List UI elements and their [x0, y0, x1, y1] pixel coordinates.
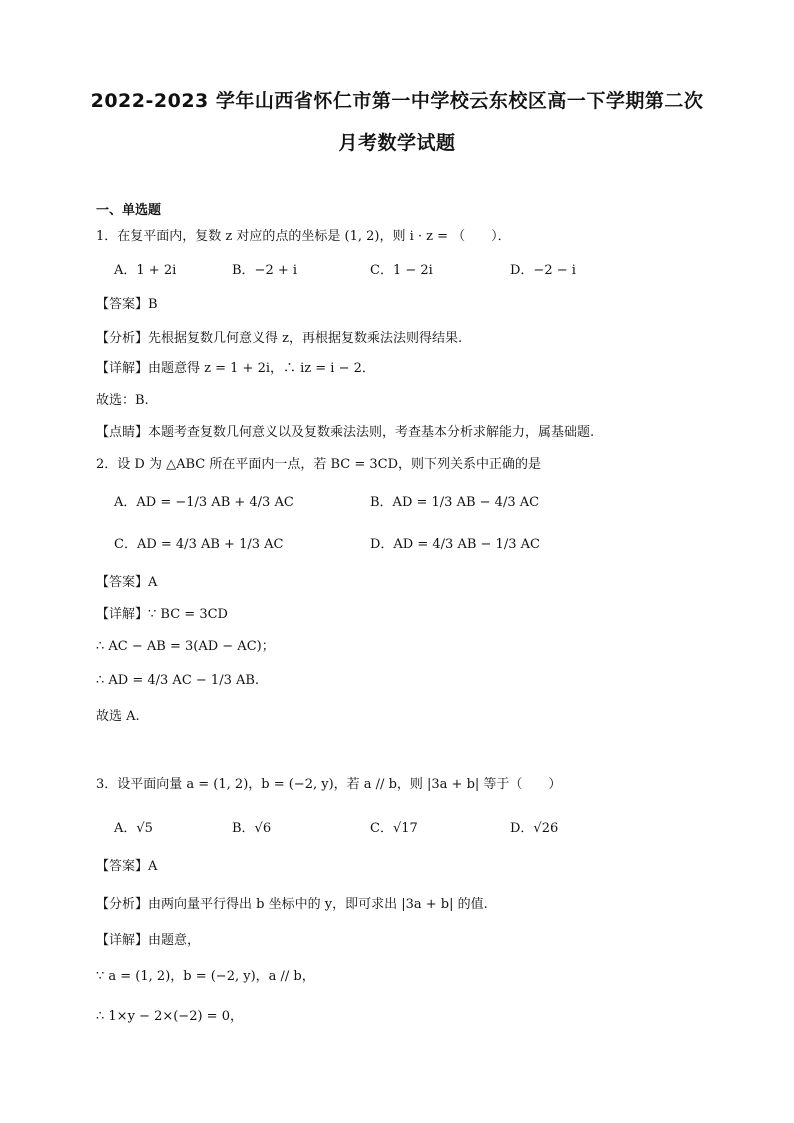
- answer-tag: 【答案】: [96, 297, 149, 312]
- section-heading: 一、单选题: [96, 203, 162, 218]
- q3-option-b: B．√6: [232, 821, 272, 836]
- q1-answer: [96, 296, 158, 314]
- q3-detail-line2: ∴ 1×y − 2×(−2) = 0，: [96, 1009, 243, 1024]
- detail-tag: 【详解】: [96, 361, 149, 376]
- q2-option-d: D．AD = 4/3 AB − 1/3 AC: [370, 537, 540, 552]
- q3-analysis-text: 由两向量平行得出 b 坐标中的 y，即可求出 |3a + b| 的值.: [148, 897, 488, 912]
- answer-tag: 【答案】: [96, 575, 149, 590]
- q1-option-c: C．1 − 2i: [370, 263, 433, 278]
- q2-detail-line2: ∴ AC − AB = 3(AD − AC)；: [96, 639, 275, 654]
- document-title-line1: 2022-2023 学年山西省怀仁市第一中学校云东校区高一下学期第二次: [90, 90, 704, 112]
- q3-option-c: C．√17: [370, 821, 418, 836]
- q2-choose: 故选 A.: [96, 709, 140, 724]
- q2-answer: [96, 574, 157, 592]
- q1-comment-text: 本题考查复数几何意义以及复数乘法法则，考查基本分析求解能力，属基础题.: [148, 425, 595, 440]
- q3-detail-intro: 由题意，: [148, 933, 201, 948]
- q2-option-a: A．AD = −1/3 AB + 4/3 AC: [114, 495, 294, 510]
- q3-detail: [96, 932, 200, 950]
- q1-answer-value: B: [148, 297, 158, 312]
- q3-answer: [96, 858, 157, 876]
- q2-stem: 2．设 D 为 △ABC 所在平面内一点，若 BC = 3CD，则下列关系中正确的是: [96, 457, 542, 472]
- q1-option-b: B．−2 + i: [232, 263, 298, 278]
- q3-detail-line1: ∵ a = (1, 2)，b = (−2, y)，a // b，: [96, 969, 315, 984]
- comment-tag: 【点睛】: [96, 425, 149, 440]
- q3-answer-value: A: [148, 859, 158, 874]
- q2-option-b: B．AD = 1/3 AB − 4/3 AC: [370, 495, 540, 510]
- q1-option-d: D．−2 − i: [510, 263, 576, 278]
- q3-stem: 3．设平面向量 a = (1, 2)，b = (−2, y)，若 a // b，则 |3a + b| 等于（ ）: [96, 777, 562, 792]
- q2-detail: [96, 606, 228, 624]
- q1-comment: [96, 424, 594, 442]
- analysis-tag: 【分析】: [96, 897, 149, 912]
- q1-option-a: A．1 + 2i: [114, 263, 177, 278]
- detail-tag: 【详解】: [96, 607, 149, 622]
- detail-tag: 【详解】: [96, 933, 149, 948]
- q1-analysis: [96, 330, 462, 348]
- document-title-line2: 月考数学试题: [338, 132, 456, 154]
- q1-detail: [96, 360, 375, 378]
- q2-detail-line3: ∴ AD = 4/3 AC − 1/3 AB.: [96, 673, 260, 688]
- q1-detail-text: 由题意得 z = 1 + 2i，∴ iz = i − 2．: [148, 361, 375, 376]
- q1-choose: 故选：B.: [96, 393, 149, 408]
- q3-option-a: A．√5: [114, 821, 153, 836]
- q3-option-d: D．√26: [510, 821, 559, 836]
- q2-answer-value: A: [148, 575, 158, 590]
- q1-analysis-text: 先根据复数几何意义得 z，再根据复数乘法法则得结果.: [148, 331, 463, 346]
- q3-analysis: [96, 896, 488, 914]
- q2-option-c: C．AD = 4/3 AB + 1/3 AC: [114, 537, 284, 552]
- analysis-tag: 【分析】: [96, 331, 149, 346]
- q1-stem: 1．在复平面内，复数 z 对应的点的坐标是 (1, 2)，则 i · z = （ ）．: [96, 229, 511, 244]
- q2-detail-line1: ∵ BC = 3CD: [148, 607, 228, 622]
- answer-tag: 【答案】: [96, 859, 149, 874]
